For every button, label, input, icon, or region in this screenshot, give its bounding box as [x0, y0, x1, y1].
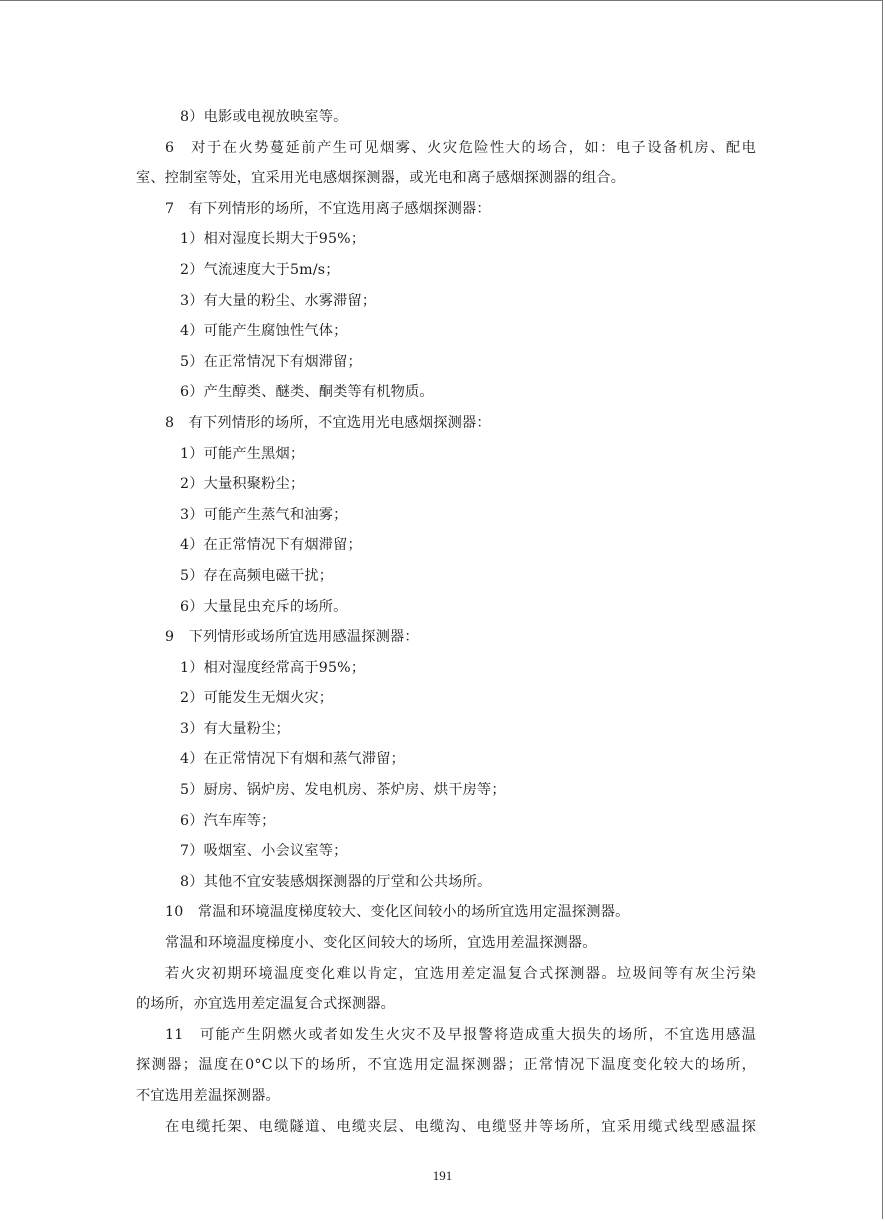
clause-7: 7 有下列情形的场所，不宜选用离子感烟探测器：	[165, 200, 491, 217]
clause-11-end: 不宜选用差温探测器。	[136, 1088, 280, 1104]
list-item: 6）汽车库等；	[180, 812, 276, 829]
clause-11: 11 可能产生阴燃火或者如发生火灾不及早报警将造成重大损失的场所，不宜选用感温	[165, 1026, 756, 1043]
list-item: 8）电影或电视放映室等。	[180, 109, 348, 125]
clause-11-cont: 探测器；温度在0°C以下的场所，不宜选用定温探测器；正常情况下温度变化较大的场所，	[136, 1057, 756, 1074]
list-item: 6）产生醇类、醚类、酮类等有机物质。	[180, 384, 434, 401]
list-item: 5）厨房、锅炉房、发电机房、茶炉房、烘干房等；	[180, 782, 506, 799]
clause-10: 10 常温和环境温度梯度较大、变化区间较小的场所宜选用定温探测器。	[165, 904, 630, 921]
list-item: 1）可能产生黑烟；	[180, 445, 305, 462]
clause-9: 9 下列情形或场所宜选用感温探测器：	[165, 629, 419, 646]
list-item: 1）相对湿度长期大于95%；	[180, 231, 366, 248]
list-item: 2）气流速度大于5m/s；	[180, 261, 340, 278]
list-item: 3）有大量的粉尘、水雾滞留；	[180, 292, 377, 309]
list-item: 4）可能产生腐蚀性气体；	[180, 323, 348, 340]
list-item: 3）有大量粉尘；	[180, 720, 290, 737]
paragraph: 若火灾初期环境温度变化难以肯定，宜选用差定温复合式探测器。垃圾间等有灰尘污染	[165, 965, 756, 982]
body-text	[136, 102, 756, 1142]
list-item: 2）大量积聚粉尘；	[180, 476, 305, 493]
paragraph: 在电缆托架、电缆隧道、电缆夹层、电缆沟、电缆竖井等场所，宜采用缆式线型感温探	[165, 1118, 756, 1135]
list-item: 7）吸烟室、小会议室等；	[180, 843, 348, 860]
list-item: 2）可能发生无烟火灾；	[180, 690, 334, 707]
page-number: 191	[432, 1168, 453, 1183]
list-item: 8）其他不宜安装感烟探测器的厅堂和公共场所。	[180, 873, 492, 890]
clause-8: 8 有下列情形的场所，不宜选用光电感烟探测器：	[165, 414, 491, 431]
clause-6-cont: 室、控制室等处，宜采用光电感烟探测器，或光电和离子感烟探测器的组合。	[136, 170, 626, 187]
list-item: 5）在正常情况下有烟滞留；	[180, 353, 362, 370]
list-item: 6）大量昆虫充斥的场所。	[180, 598, 348, 615]
clause-6: 6 对于在火势蔓延前产生可见烟雾、火灾危险性大的场合，如：电子设备机房、配电	[165, 139, 756, 156]
paragraph-cont: 的场所，亦宜选用差定温复合式探测器。	[136, 996, 395, 1013]
list-item: 1）相对湿度经常高于95%；	[180, 659, 366, 676]
list-item: 4）在正常情况下有烟和蒸气滞留；	[180, 751, 406, 768]
list-item: 4）在正常情况下有烟滞留；	[180, 537, 362, 554]
paragraph: 常温和环境温度梯度小、变化区间较大的场所，宜选用差温探测器。	[165, 935, 597, 952]
list-item: 3）可能产生蒸气和油雾；	[180, 506, 348, 523]
list-item: 5）存在高频电磁干扰；	[180, 567, 334, 584]
